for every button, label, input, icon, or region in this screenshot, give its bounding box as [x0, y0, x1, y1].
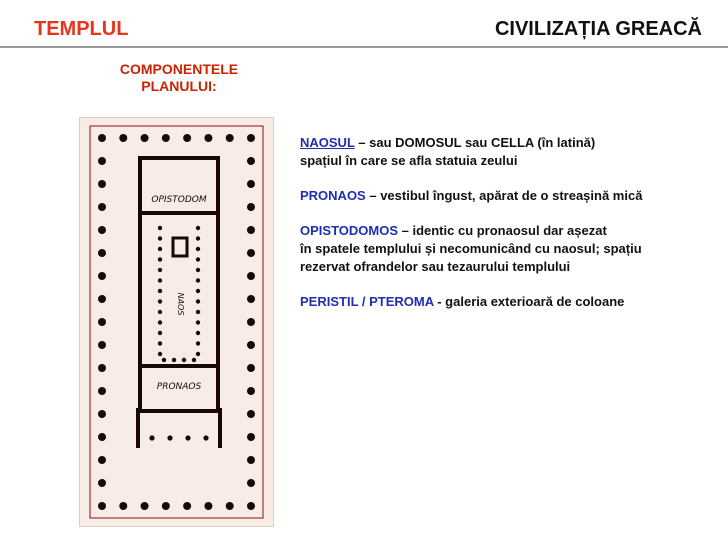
naos-column: [158, 320, 162, 324]
naos-column: [158, 278, 162, 282]
column-front: [183, 134, 191, 142]
column-side: [98, 272, 106, 280]
naos-column: [196, 352, 200, 356]
page-title-right: CIVILIZAȚIA GREACĂ: [494, 18, 702, 40]
subtitle-line-1: COMPONENTELE: [119, 61, 239, 77]
column-side: [98, 410, 106, 418]
column-side: [98, 433, 106, 441]
column-side: [98, 456, 106, 464]
column-side: [247, 456, 255, 464]
naos-column: [196, 331, 200, 335]
column-side: [247, 249, 255, 257]
column-back: [247, 502, 255, 510]
column-front: [119, 134, 127, 142]
naos-column: [158, 299, 162, 303]
column-side: [247, 295, 255, 303]
definition-opistodomos-line3: rezervat ofrandelor sau tezaurului templului: [300, 259, 571, 274]
definition-pronaos-text: – vestibul îngust, apărat de o streașină mică: [365, 188, 643, 203]
column-side: [98, 364, 106, 372]
column-side: [247, 479, 255, 487]
column-side: [98, 249, 106, 257]
pronaos-column: [149, 435, 154, 440]
column-back: [162, 502, 170, 510]
temple-plan-drawing: [80, 118, 273, 526]
column-back: [119, 502, 127, 510]
naos-column: [196, 310, 200, 314]
definition-opistodomos: [300, 222, 710, 276]
plan-label-pronaos: PRONAOS: [156, 382, 202, 392]
naos-column: [158, 226, 162, 230]
naos-column: [158, 341, 162, 345]
column-back: [226, 502, 234, 510]
term-pronaos: PRONAOS: [300, 188, 366, 203]
peristyle-columns: [98, 134, 255, 510]
definition-pronaos: [300, 187, 710, 205]
column-side: [247, 410, 255, 418]
column-front: [162, 134, 170, 142]
column-side: [247, 272, 255, 280]
subtitle-line-2: PLANULUI:: [141, 78, 217, 94]
naos-column: [192, 358, 196, 362]
column-back: [141, 502, 149, 510]
column-side: [98, 157, 106, 165]
naos-column: [172, 358, 176, 362]
column-side: [98, 387, 106, 395]
naos-column: [158, 352, 162, 356]
pronaos-column: [167, 435, 172, 440]
column-front: [204, 134, 212, 142]
plan-label-opistodom: OPISTODOM: [151, 195, 207, 205]
naos-column: [158, 310, 162, 314]
definitions-list: [300, 134, 710, 328]
column-side: [98, 203, 106, 211]
naos-column: [196, 268, 200, 272]
column-side: [247, 180, 255, 188]
header-divider: [0, 46, 728, 48]
column-back: [204, 502, 212, 510]
naos-column: [196, 299, 200, 303]
stylobate-outline: [90, 126, 263, 518]
column-front: [98, 134, 106, 142]
naos-columns: [149, 226, 208, 441]
column-side: [247, 157, 255, 165]
column-side: [247, 387, 255, 395]
column-side: [98, 180, 106, 188]
definition-naosul-text: – sau DOMOSUL sau CELLA (în latină): [354, 135, 596, 150]
statue-base: [173, 238, 187, 256]
definition-peristil: [300, 293, 710, 311]
naos-column: [158, 257, 162, 261]
naos-column: [196, 341, 200, 345]
naos-column: [196, 278, 200, 282]
section-subtitle: [108, 61, 250, 95]
column-side: [247, 341, 255, 349]
column-side: [247, 433, 255, 441]
naos-column: [158, 289, 162, 293]
column-side: [98, 341, 106, 349]
pronaos-column: [203, 435, 208, 440]
plan-label-naos: NAOS: [176, 292, 185, 316]
definition-peristil-text: - galeria exterioară de coloane: [433, 294, 625, 309]
naos-column: [182, 358, 186, 362]
naos-column: [196, 320, 200, 324]
column-side: [247, 203, 255, 211]
term-peristil: PERISTIL / PTEROMA: [300, 294, 434, 309]
column-side: [247, 364, 255, 372]
column-front: [247, 134, 255, 142]
column-front: [141, 134, 149, 142]
definition-opistodomos-text: – identic cu pronaosul dar așezat: [398, 223, 607, 238]
column-side: [98, 295, 106, 303]
term-naosul: NAOSUL: [300, 135, 355, 150]
pronaos-column: [185, 435, 190, 440]
term-opistodomos: OPISTODOMOS: [300, 223, 398, 238]
naos-column: [162, 358, 166, 362]
naos-column: [158, 236, 162, 240]
naos-column: [196, 257, 200, 261]
naos-column: [158, 268, 162, 272]
definition-naosul: [300, 134, 710, 170]
page-title-left: TEMPLUL: [34, 18, 129, 40]
definition-opistodomos-line2: în spatele templului și necomunicând cu naosul; spațiu: [300, 241, 642, 256]
naos-column: [196, 236, 200, 240]
column-back: [98, 502, 106, 510]
column-side: [98, 479, 106, 487]
naos-column: [196, 247, 200, 251]
naos-column: [196, 289, 200, 293]
naos-column: [158, 331, 162, 335]
column-back: [183, 502, 191, 510]
definition-naosul-line2: spațiul în care se afla statuia zeului: [300, 153, 518, 168]
column-front: [226, 134, 234, 142]
column-side: [98, 226, 106, 234]
naos-column: [196, 226, 200, 230]
column-side: [247, 318, 255, 326]
column-side: [98, 318, 106, 326]
naos-column: [158, 247, 162, 251]
column-side: [247, 226, 255, 234]
temple-plan-image: [79, 117, 274, 527]
